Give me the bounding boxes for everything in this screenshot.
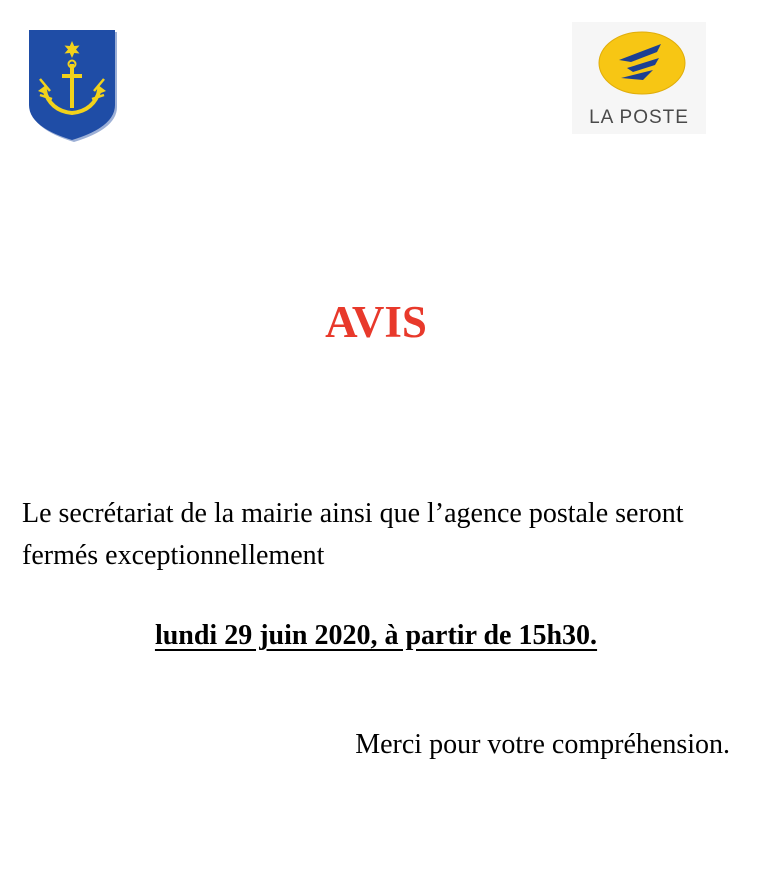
crest-logo xyxy=(28,29,120,143)
crest-icon xyxy=(28,29,120,143)
la-poste-logo xyxy=(572,22,706,134)
notice-date: lundi 29 juin 2020, à partir de 15h30. xyxy=(154,620,598,651)
notice-thanks: Merci pour votre compréhension. xyxy=(355,729,730,760)
la-poste-label: LA POSTE xyxy=(589,107,689,128)
notice-body: Le secrétariat de la mairie ainsi que l’agence postale seront fermés exceptionnellement xyxy=(22,498,684,571)
notice-title: AVIS xyxy=(325,297,427,347)
la-poste-bird-icon xyxy=(597,30,687,100)
